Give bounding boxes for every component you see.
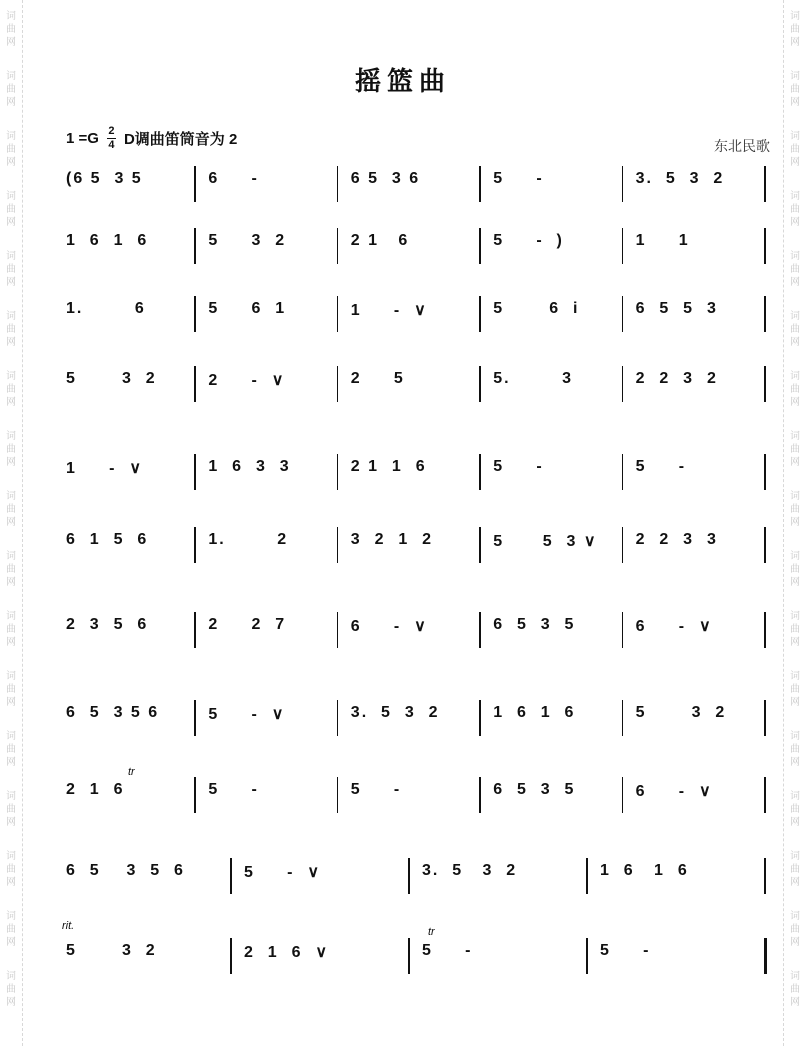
bar-line [337,527,339,563]
watermark-char: 网 [790,157,800,168]
watermark-char: 网 [790,877,800,888]
watermark-char: 词 [6,11,16,22]
watermark-char: 曲 [790,264,800,275]
measure: 2 1 6 ∨ [244,944,330,961]
bar-line [337,296,339,332]
watermark-group [787,370,803,409]
watermark-char: 网 [790,577,800,588]
bar-line [479,777,481,813]
bar-line [479,612,481,648]
watermark-char: 网 [6,457,16,468]
watermark-char: 曲 [6,264,16,275]
bar-line [764,527,766,563]
watermark-char: 词 [6,191,16,202]
score-row [58,700,770,744]
watermark-char: 曲 [790,384,800,395]
bar-line [764,700,766,736]
bar-line [622,454,624,490]
watermark-char: 词 [6,431,16,442]
measure: 2 3 5 6 [66,616,149,633]
watermark-group [787,850,803,889]
watermark-char: 词 [6,311,16,322]
watermark-char: 词 [790,491,800,502]
watermark-group [787,730,803,769]
bar-line [194,700,196,736]
time-signature: $\frac{2}{4}$ [108,125,115,151]
measure: 1 - ∨ [66,460,144,477]
score-row [58,366,770,410]
measure: 5 3 2 [208,232,287,249]
watermark-char: 词 [6,911,16,922]
measure: 2 1 6 [66,781,125,798]
watermark-char: 曲 [790,144,800,155]
watermark-char: 词 [6,611,16,622]
watermark-char: 网 [790,277,800,288]
measure: 5 6 i [493,300,580,317]
watermark-char: 网 [6,937,16,948]
key-tonic: 1 =G [66,130,99,147]
measure: 3. 5 3 2 [635,170,725,187]
measure: 5 - [635,458,687,475]
watermark-char: 词 [6,131,16,142]
measure: 6 5 3 5 6 [66,862,185,879]
bar-line [337,166,339,202]
measure: 5 - [350,781,402,798]
watermark-char: 曲 [790,744,800,755]
bar-line [194,228,196,264]
watermark-char: 网 [790,937,800,948]
bar-line [194,366,196,402]
measure: 2 1 1 6 [350,458,427,475]
bar-line [764,296,766,332]
watermark-char: 曲 [790,24,800,35]
score-row [58,527,770,571]
bar-line [408,938,410,974]
measure: 5 - ) [493,232,564,249]
watermark-group [787,430,803,469]
watermark-char: 词 [790,431,800,442]
watermark-group [3,490,19,529]
watermark-char: 词 [790,311,800,322]
watermark-char: 词 [790,851,800,862]
bar-line [337,612,339,648]
watermark-char: 曲 [6,924,16,935]
bar-line [194,527,196,563]
watermark-char: 曲 [6,84,16,95]
watermark-char: 词 [6,791,16,802]
bar-line [764,228,766,264]
trill-mark: tr [128,766,135,778]
watermark-char: 网 [790,457,800,468]
measure: 1. 6 [66,300,146,317]
watermark-group [3,790,19,829]
measure: 6 1 5 6 [66,531,149,548]
measure: 2 2 7 [208,616,287,633]
watermark-group [787,190,803,229]
bar-line [586,938,588,974]
watermark-char: 网 [6,757,16,768]
watermark-char: 词 [6,731,16,742]
measure: 5. 3 [493,370,573,387]
bar-line [622,228,624,264]
watermark-char: 网 [790,517,800,528]
watermark-char: 曲 [790,204,800,215]
watermark-group [787,550,803,589]
watermark-char: 曲 [6,864,16,875]
bar-line [622,366,624,402]
measure: 5 - [208,781,259,798]
measure: 1 - ∨ [350,302,428,319]
bar-line [764,454,766,490]
watermark-char: 词 [790,791,800,802]
measure: 6 - ∨ [635,618,713,635]
measure: 2 5 [350,370,405,387]
watermark-char: 网 [6,337,16,348]
key-note: D调曲笛筒音为 2 [123,131,238,148]
measure: 2 - ∨ [208,372,286,389]
watermark-group [3,910,19,949]
measure: 5 3 2 [635,704,727,721]
measure: 2 1 6 [350,232,410,249]
song-title: 摇篮曲 [354,67,451,98]
measure: 5 3 2 [66,370,157,387]
score-row [58,228,770,272]
watermark-char: 网 [790,997,800,1008]
watermark-group [3,430,19,469]
watermark-char: 网 [790,37,800,48]
watermark-char: 网 [6,277,16,288]
watermark-group [3,190,19,229]
bar-line [194,612,196,648]
watermark-char: 网 [790,637,800,648]
bar-line [764,166,766,202]
watermark-char: 网 [790,97,800,108]
watermark-group [3,610,19,649]
measure: 3. 5 3 2 [350,704,440,721]
watermark-char: 曲 [6,564,16,575]
watermark-char: 曲 [6,144,16,155]
measure: 3. 5 3 2 [422,862,518,879]
watermark-char: 网 [6,97,16,108]
watermark-group [3,670,19,709]
bar-line [622,612,624,648]
watermark-group [3,850,19,889]
watermark-char: 网 [790,397,800,408]
watermark-char: 曲 [790,504,800,515]
watermark-char: 网 [790,337,800,348]
score-row [58,454,770,498]
watermark-char: 词 [790,251,800,262]
measure: 6 - [208,170,259,187]
bar-line [479,454,481,490]
bar-line [479,700,481,736]
watermark-char: 词 [790,371,800,382]
watermark-char: 曲 [790,924,800,935]
bar-line [764,612,766,648]
watermark-char: 曲 [790,444,800,455]
watermark-char: 曲 [790,984,800,995]
watermark-char: 词 [6,851,16,862]
watermark-char: 词 [790,11,800,22]
trill-mark: tr [428,926,435,938]
watermark-char: 词 [790,731,800,742]
watermark-char: 曲 [6,804,16,815]
watermark-char: 词 [6,251,16,262]
measure: 6 5 3 5 [493,781,576,798]
right-watermark-strip [783,0,806,1046]
watermark-group [787,310,803,349]
bar-line [622,166,624,202]
measure: 1 1 [635,232,690,249]
score-row [58,612,770,656]
watermark-group [787,970,803,1009]
watermark-group [787,10,803,49]
bar-line [337,454,339,490]
measure: 5 6 1 [208,300,287,317]
watermark-char: 网 [6,37,16,48]
measure: 1 6 1 6 [66,232,149,249]
bar-line [764,366,766,402]
measure: 1 6 1 6 [493,704,576,721]
watermark-char: 词 [6,971,16,982]
measure: 5 - [493,170,544,187]
watermark-group [787,130,803,169]
score-row [58,938,770,982]
measure: 2 2 3 2 [635,370,718,387]
bar-line [764,777,766,813]
watermark-char: 词 [790,611,800,622]
watermark-group [3,970,19,1009]
watermark-char: 曲 [6,324,16,335]
watermark-group [787,250,803,289]
watermark-char: 词 [6,551,16,562]
watermark-char: 词 [790,131,800,142]
watermark-group [3,310,19,349]
watermark-char: 曲 [790,864,800,875]
bar-line [194,166,196,202]
ritardando-mark: rit. [62,920,75,932]
measure: 6 - ∨ [635,783,713,800]
watermark-char: 曲 [6,204,16,215]
watermark-char: 网 [6,697,16,708]
bar-line [764,858,766,894]
composer-credit: 东北民歌 [714,139,770,155]
measure: 6 5 3 5 [493,616,576,633]
watermark-char: 曲 [6,744,16,755]
measure: 6 5 5 3 [635,300,718,317]
bar-line [337,700,339,736]
watermark-char: 词 [6,491,16,502]
watermark-char: 曲 [6,444,16,455]
measure: 5 5 3 ∨ [493,533,598,550]
left-watermark-strip [0,0,23,1046]
bar-line [479,296,481,332]
bar-line [230,938,232,974]
watermark-group [787,490,803,529]
watermark-char: 词 [790,911,800,922]
score-row [58,777,770,821]
watermark-char: 曲 [790,804,800,815]
watermark-char: 曲 [790,84,800,95]
watermark-char: 网 [6,577,16,588]
bar-line [337,777,339,813]
watermark-char: 网 [6,997,16,1008]
watermark-char: 曲 [6,624,16,635]
watermark-char: 曲 [790,564,800,575]
watermark-group [787,910,803,949]
bar-line [194,777,196,813]
bar-line [586,858,588,894]
measure: 1 6 3 3 [208,458,291,475]
measure: 5 - [493,458,544,475]
measure: (6 5 3 5 [66,170,143,187]
measure: 5 - [600,942,651,959]
watermark-char: 网 [6,817,16,828]
score-row [58,858,770,902]
key-signature [66,126,237,151]
bar-line [479,527,481,563]
watermark-char: 词 [6,671,16,682]
bar-line [194,296,196,332]
score-row [58,296,770,340]
bar-line [479,228,481,264]
watermark-group [787,610,803,649]
bar-line [479,366,481,402]
watermark-char: 网 [790,217,800,228]
measure: 6 5 3 5 6 [66,704,160,721]
measure: 1. 2 [208,531,289,548]
bar-line [337,366,339,402]
bar-line [622,296,624,332]
measure: 6 - ∨ [350,618,428,635]
watermark-char: 曲 [6,384,16,395]
watermark-char: 曲 [6,24,16,35]
watermark-char: 曲 [790,624,800,635]
watermark-char: 曲 [790,324,800,335]
measure: 1 6 1 6 [600,862,689,879]
watermark-char: 曲 [6,684,16,695]
bar-line [230,858,232,894]
watermark-group [3,130,19,169]
watermark-char: 网 [6,397,16,408]
watermark-char: 曲 [6,504,16,515]
bar-line [408,858,410,894]
watermark-char: 词 [790,191,800,202]
watermark-group [787,790,803,829]
watermark-group [3,550,19,589]
measure: 5 - ∨ [244,864,322,881]
measure: 5 - ∨ [208,706,286,723]
watermark-char: 词 [6,71,16,82]
watermark-char: 词 [6,371,16,382]
bar-line [622,700,624,736]
watermark-char: 网 [6,877,16,888]
bar-line [337,228,339,264]
watermark-char: 曲 [790,684,800,695]
measure: 5 - [422,942,473,959]
watermark-char: 曲 [6,984,16,995]
watermark-char: 词 [790,551,800,562]
score-row [58,166,770,210]
watermark-group [3,10,19,49]
measure: 3 2 1 2 [350,531,434,548]
watermark-group [3,730,19,769]
watermark-char: 网 [6,517,16,528]
measure: 5 3 2 [66,942,157,959]
bar-line [764,938,767,974]
watermark-char: 网 [790,697,800,708]
watermark-char: 网 [6,157,16,168]
watermark-char: 网 [6,217,16,228]
watermark-char: 词 [790,71,800,82]
watermark-char: 网 [790,757,800,768]
watermark-group [787,670,803,709]
watermark-char: 词 [790,971,800,982]
watermark-group [3,250,19,289]
watermark-char: 词 [790,671,800,682]
watermark-char: 网 [6,637,16,648]
bar-line [622,527,624,563]
watermark-char: 网 [790,817,800,828]
measure: 2 2 3 3 [635,531,718,548]
bar-line [479,166,481,202]
measure: 6 5 3 6 [350,170,421,187]
bar-line [194,454,196,490]
bar-line [622,777,624,813]
watermark-group [3,370,19,409]
